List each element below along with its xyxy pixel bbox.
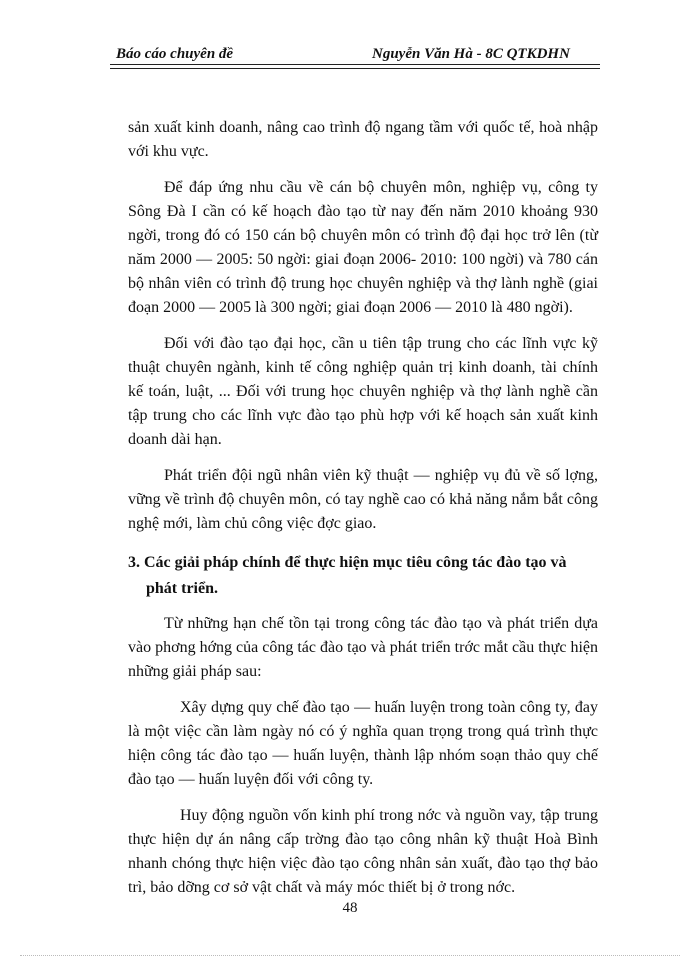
paragraph-staff-development: Phát triển đội ngũ nhân viên kỹ thuật — nghiệp vụ đủ về số lợng, vững về trình độ chuyên môn, có tay nghề cao có khả năng nắm bắt công nghệ mới, làm chủ công việc đợc giao. xyxy=(128,467,598,532)
page-bottom-edge xyxy=(20,955,680,956)
header-author: Nguyễn Văn Hà - 8C QTKDHN xyxy=(372,46,570,62)
paragraph-continuation: sản xuất kinh doanh, nâng cao trình độ ngang tầm với quốc tế, hoà nhập với khu vực. xyxy=(128,119,598,160)
paragraph-solutions-intro: Từ những hạn chế tồn tại trong công tác đào tạo và phát triển dựa vào phơng hớng của công tác đào tạo và phát triển trớc mắt cầu thực hiện những giải pháp sau: xyxy=(128,615,598,680)
body-text xyxy=(128,116,598,900)
header-report-title: Báo cáo chuyên đề xyxy=(116,46,234,62)
header-rule-top xyxy=(110,64,600,65)
section-heading: 3. Các giải pháp chính để thực hiện mục tiêu công tác đào tạo và phát triển. xyxy=(128,554,567,597)
header-rule-bottom xyxy=(110,68,600,69)
paragraph-training-regulation: Xây dựng quy chế đào tạo — huấn luyện trong toàn công ty, đay là một việc cần làm ngày nó có ý nghĩa quan trọng trong quá trình thực hiện công tác đào tạo — huấn luyện, thành lập nhóm soạn thảo quy chế đào tạo — huấn luyện đối với công ty. xyxy=(128,699,598,788)
running-header xyxy=(110,40,600,68)
paragraph-funding: Huy động nguồn vốn kinh phí trong nớc và nguồn vay, tập trung thực hiện dự án nâng cấp trờng đào tạo công nhân kỹ thuật Hoà Bình nhanh chóng thực hiện việc đào tạo công nhân sản xuất, đào tạo thợ bảo trì, bảo dỡng cơ sở vật chất và máy móc thiết bị ở trong nớc. xyxy=(128,807,598,896)
paragraph-training-needs: Để đáp ứng nhu cầu về cán bộ chuyên môn, nghiệp vụ, công ty Sông Đà I cần có kế hoạch đào tạo từ nay đến năm 2010 khoảng 930 ngời, trong đó có 150 cán bộ chuyên môn có trình độ đại học trở lên (từ năm 2000 — 2005: 50 ngời: giai đoạn 2006- 2010: 100 ngời) và 780 cán bộ nhân viên có trình độ trung học chuyên nghiệp và thợ lành nghề (giai đoạn 2000 — 2005 là 300 ngời; giai đoạn 2006 — 2010 là 480 ngời). xyxy=(128,179,598,316)
page-number: 48 xyxy=(342,900,358,916)
paragraph-university-training: Đối với đào tạo đại học, cần u tiên tập trung cho các lĩnh vực kỹ thuật chuyên ngành, kinh tế công nghiệp quản trị kinh doanh, tài chính kế toán, luật, ... Đối với trung học chuyên nghiệp và thợ lành nghề cần tập trung cho các lĩnh vực đào tạo phù hợp với kế hoạch sản xuất kinh doanh dài hạn. xyxy=(128,335,598,448)
